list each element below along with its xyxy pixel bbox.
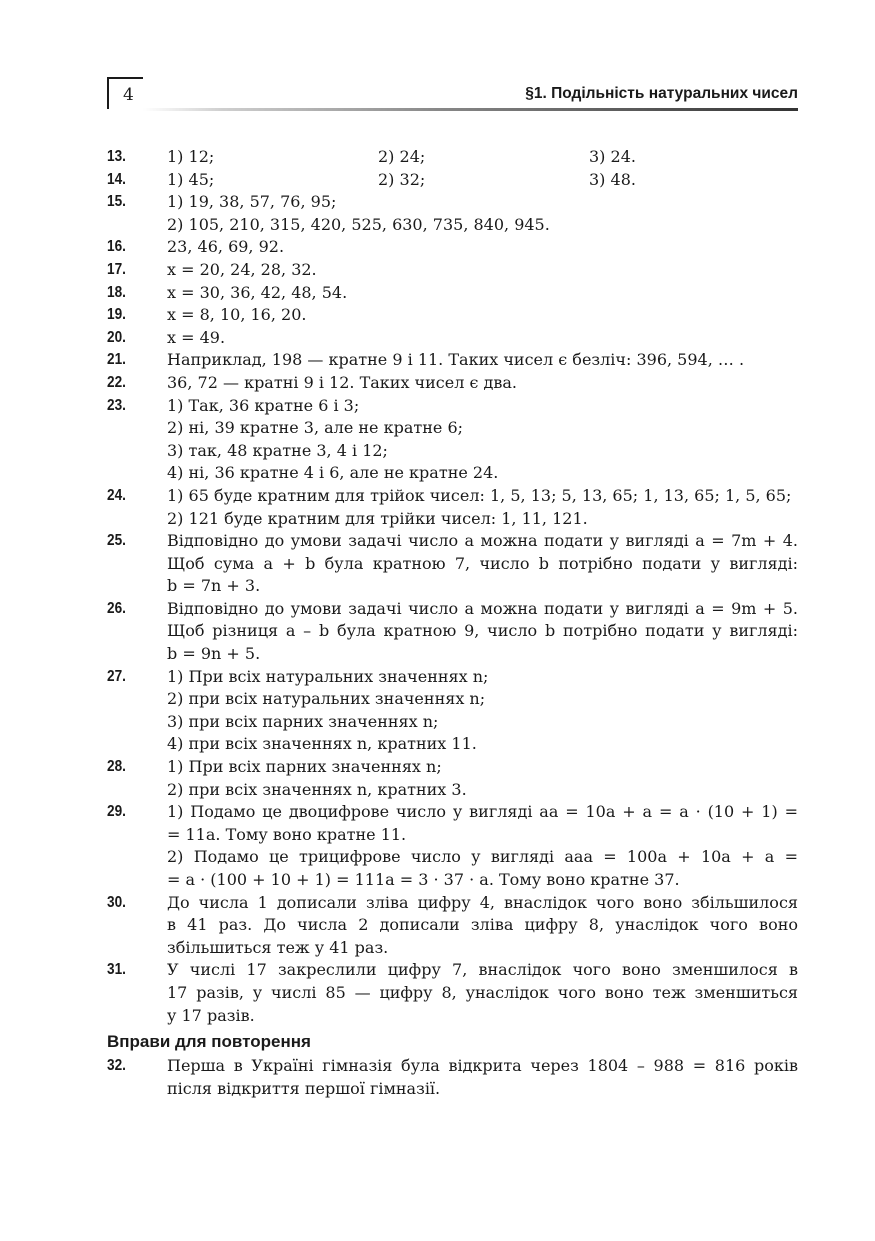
answer-line: 2) 105, 210, 315, 420, 525, 630, 735, 840, 945. bbox=[167, 214, 550, 234]
answer-number: 30. bbox=[107, 893, 126, 911]
answer-text bbox=[167, 349, 798, 372]
page-header bbox=[107, 77, 798, 113]
header-rule bbox=[143, 108, 798, 111]
answer-part: 2) 24; bbox=[378, 147, 426, 166]
answer-item bbox=[107, 372, 798, 395]
answer-part: 2) 32; bbox=[378, 169, 426, 189]
answer-number: 24. bbox=[107, 486, 126, 504]
answer-text bbox=[167, 598, 798, 666]
answer-line: Відповідно до умови задачі число a можна подати у вигляді a = 9m + 5. bbox=[167, 598, 798, 618]
answer-line: = 11a. Тому воно кратне 11. bbox=[167, 824, 407, 844]
answer-number: 32. bbox=[107, 1057, 126, 1074]
answer-list-review bbox=[107, 1055, 798, 1100]
answer-item bbox=[107, 191, 798, 236]
answer-text bbox=[167, 530, 798, 598]
answer-line: 4) при всіх значеннях n, кратних 11. bbox=[167, 734, 477, 754]
answer-item bbox=[107, 666, 798, 756]
answer-text bbox=[167, 327, 798, 350]
answer-text bbox=[167, 485, 798, 530]
answer-line: x = 8, 10, 16, 20. bbox=[167, 305, 307, 325]
answer-line: 23, 46, 69, 92. bbox=[167, 237, 285, 257]
answer-item bbox=[107, 892, 798, 960]
answer-line: у 17 разів. bbox=[167, 1005, 255, 1025]
answer-line: 1) При всіх натуральних значеннях n; bbox=[167, 666, 489, 686]
answer-line: в 41 раз. До числа 2 дописали зліва цифру 8, унаслідок чого воно bbox=[167, 915, 798, 935]
answer-item bbox=[107, 282, 798, 305]
answer-item bbox=[107, 169, 798, 192]
answer-text bbox=[167, 372, 798, 395]
answer-number: 28. bbox=[107, 758, 126, 776]
answer-number: 23. bbox=[107, 396, 126, 414]
page-number: 4 bbox=[123, 85, 134, 105]
answer-text bbox=[167, 756, 798, 801]
answer-line: b = 7n + 3. bbox=[167, 576, 261, 596]
answer-number: 27. bbox=[107, 667, 126, 685]
answer-line: До числа 1 дописали зліва цифру 4, внаслідок чого воно збільшилося bbox=[167, 892, 798, 912]
answer-line: 3) так, 48 кратне 3, 4 і 12; bbox=[167, 440, 388, 460]
answer-part: 3) 24. bbox=[589, 147, 636, 166]
answer-line: 3) при всіх парних значеннях n; bbox=[167, 711, 439, 731]
answer-line: після відкриття першої гімназії. bbox=[167, 1078, 441, 1098]
answer-line: 2) Подамо це трицифрове число у вигляді aaa = 100a + 10a + a = bbox=[167, 847, 798, 867]
answer-number: 13. bbox=[107, 148, 126, 165]
answer-line: У числі 17 закреслили цифру 7, внаслідок чого воно зменшилося в bbox=[167, 960, 798, 980]
answer-item bbox=[107, 146, 798, 169]
answer-line: x = 20, 24, 28, 32. bbox=[167, 259, 317, 279]
answer-number: 14. bbox=[107, 170, 126, 188]
section-title: §1. Подільність натуральних чисел bbox=[525, 85, 798, 102]
answer-item bbox=[107, 530, 798, 598]
answer-text bbox=[167, 259, 798, 282]
answer-line: 1) Так, 36 кратне 6 і 3; bbox=[167, 395, 360, 415]
answer-item bbox=[107, 801, 798, 891]
answer-line: 2) ні, 39 кратне 3, але не кратне 6; bbox=[167, 418, 464, 438]
answer-item bbox=[107, 485, 798, 530]
answer-text bbox=[167, 304, 798, 327]
answer-number: 26. bbox=[107, 599, 126, 617]
answer-line: 1) При всіх парних значеннях n; bbox=[167, 757, 442, 777]
answer-line: 4) ні, 36 кратне 4 і 6, але не кратне 24. bbox=[167, 463, 499, 483]
answer-line: Відповідно до умови задачі число a можна подати у вигляді a = 7m + 4. bbox=[167, 531, 798, 551]
answer-text bbox=[167, 146, 798, 169]
answer-line: 17 разів, у числі 85 — цифру 8, унаслідок чого воно теж зменшиться bbox=[167, 982, 798, 1002]
answer-line: Наприклад, 198 — кратне 9 і 11. Таких чисел є безліч: 396, 594, … . bbox=[167, 350, 745, 370]
page-number-box bbox=[107, 77, 143, 109]
answer-line: 2) при всіх натуральних значеннях n; bbox=[167, 689, 486, 709]
answer-item bbox=[107, 236, 798, 259]
answer-line: b = 9n + 5. bbox=[167, 644, 261, 664]
answer-line: 1) 65 буде кратним для трійок чисел: 1, 5, 13; 5, 13, 65; 1, 13, 65; 1, 5, 65; bbox=[167, 485, 792, 505]
answer-text bbox=[167, 959, 798, 1027]
answer-text bbox=[167, 395, 798, 485]
answer-line: 1) Подамо це двоцифрове число у вигляді aa = 10a + a = a · (10 + 1) = bbox=[167, 802, 798, 822]
answer-line: 2) при всіх значеннях n, кратних 3. bbox=[167, 779, 467, 799]
answer-part: 3) 48. bbox=[589, 169, 636, 189]
section-heading: Вправи для повторення bbox=[107, 1032, 311, 1051]
answer-text bbox=[167, 1055, 798, 1100]
answer-line: збільшиться теж у 41 раз. bbox=[167, 937, 389, 957]
answer-text bbox=[167, 236, 798, 259]
answer-text bbox=[167, 282, 798, 305]
answer-text bbox=[167, 892, 798, 960]
answer-number: 18. bbox=[107, 283, 126, 301]
answer-number: 31. bbox=[107, 961, 126, 979]
answer-item bbox=[107, 395, 798, 485]
answer-text bbox=[167, 169, 798, 192]
answer-item bbox=[107, 259, 798, 282]
answer-item bbox=[107, 327, 798, 350]
answer-number: 21. bbox=[107, 351, 126, 369]
answer-item bbox=[107, 349, 798, 372]
answer-part: 1) 12; bbox=[167, 147, 215, 166]
answer-line: = a · (100 + 10 + 1) = 111a = 3 · 37 · a. Тому воно кратне 37. bbox=[167, 870, 680, 889]
answer-part: 1) 45; bbox=[167, 169, 215, 189]
answer-line: x = 49. bbox=[167, 327, 226, 347]
answer-number: 29. bbox=[107, 803, 126, 821]
answer-number: 25. bbox=[107, 532, 126, 550]
answer-text bbox=[167, 666, 798, 756]
answer-line: 2) 121 буде кратним для трійки чисел: 1, 11, 121. bbox=[167, 508, 588, 528]
answer-line: Перша в Україні гімназія була відкрита через 1804 – 988 = 816 років bbox=[167, 1056, 798, 1075]
answer-text bbox=[167, 801, 798, 891]
answer-line: Щоб сума a + b була кратною 7, число b потрібно подати у вигляді: bbox=[167, 553, 798, 573]
answer-line: 36, 72 — кратні 9 і 12. Таких чисел є два. bbox=[167, 372, 517, 392]
answer-number: 22. bbox=[107, 373, 126, 391]
answer-number: 16. bbox=[107, 238, 126, 256]
answer-number: 17. bbox=[107, 260, 126, 278]
answer-item bbox=[107, 756, 798, 801]
answer-line: 1) 19, 38, 57, 76, 95; bbox=[167, 192, 337, 212]
answer-item bbox=[107, 304, 798, 327]
answer-line: Щоб різниця a – b була кратною 9, число b потрібно подати у вигляді: bbox=[167, 621, 798, 641]
answer-number: 19. bbox=[107, 306, 126, 324]
answer-number: 20. bbox=[107, 328, 126, 346]
answer-list bbox=[107, 146, 798, 1027]
answer-item bbox=[107, 1055, 798, 1100]
answer-line: x = 30, 36, 42, 48, 54. bbox=[167, 282, 348, 302]
answer-item bbox=[107, 598, 798, 666]
answer-text bbox=[167, 191, 798, 236]
answer-number: 15. bbox=[107, 193, 126, 211]
answer-item bbox=[107, 959, 798, 1027]
